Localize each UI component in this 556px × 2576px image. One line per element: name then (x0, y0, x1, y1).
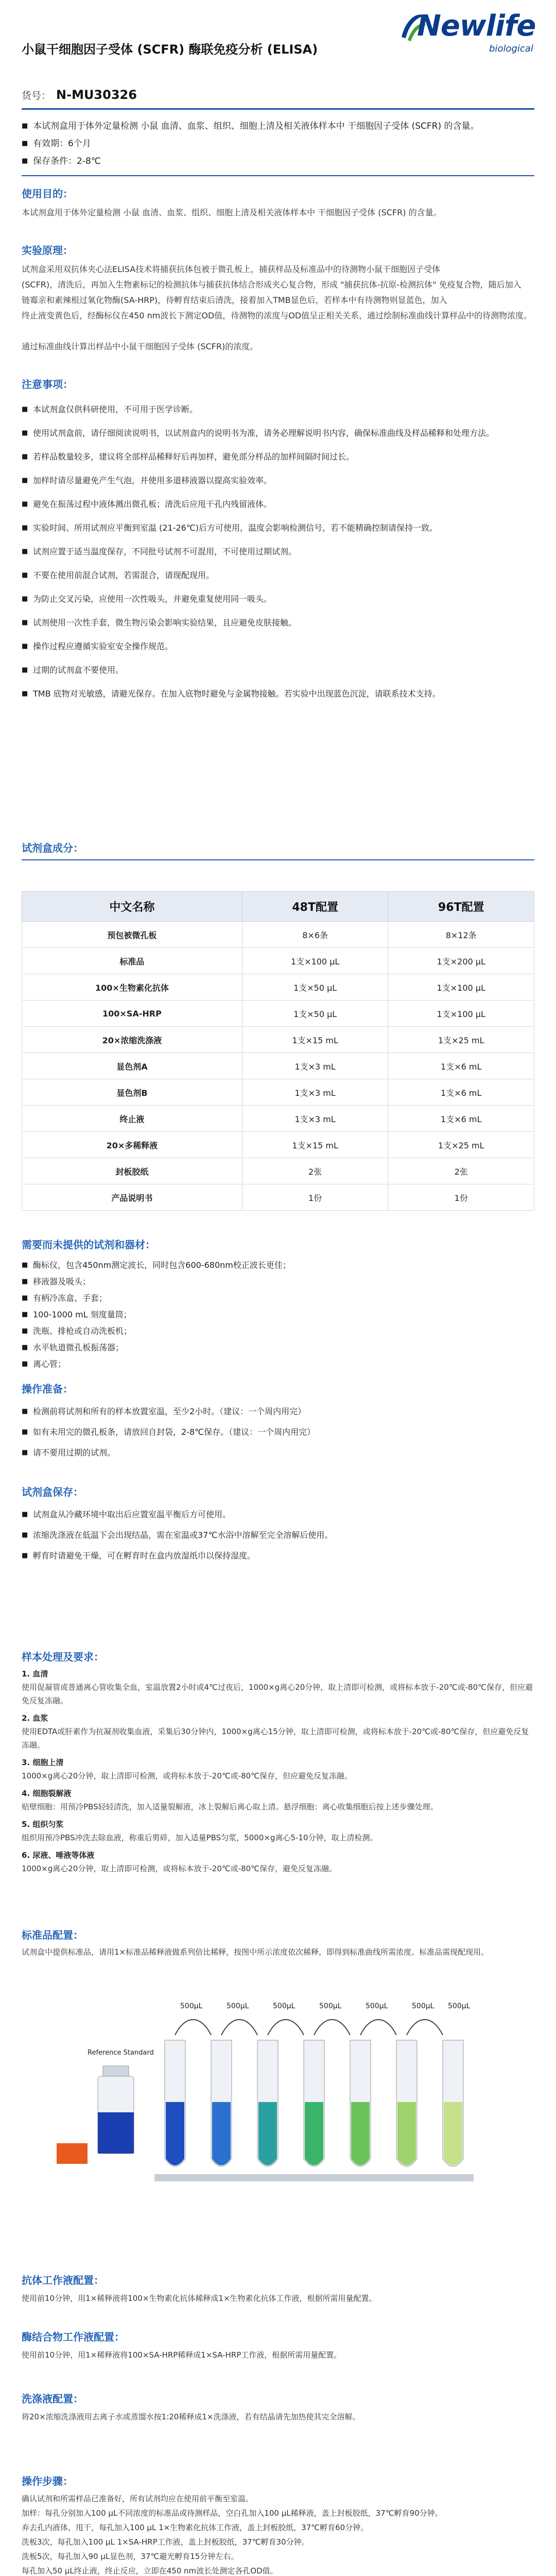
principle-line: 试剂盒采用双抗体夹心法ELISA技术将捕获抗体包被于微孔板上，捕获样品及标准品中的待测物小鼠干细胞因子受体 (22, 264, 441, 274)
kit-96t-cell: 1支×6 mL (388, 1079, 534, 1106)
kit-name-cell: 标准品 (22, 948, 242, 974)
catalog-value: N-MU30326 (56, 88, 137, 102)
kit-table-header-row (22, 892, 534, 922)
antibody-heading: 抗体工作液配置： (22, 2274, 104, 2286)
storage-item: ■ 试剂盒从冷藏环境中取出后应置室温平衡后方可使用。 (22, 1504, 534, 1525)
note-item: ■ 试剂应置于适当温度保存，不同批号试剂不可混用，不可使用过期试剂。 (22, 540, 534, 564)
sample-label: 2. 血浆 (22, 1714, 48, 1723)
kit-name-cell: 100×SA-HRP (22, 1001, 242, 1027)
table-row (22, 1053, 534, 1079)
note-item: ■ 操作过程应遵循实验室安全操作规范。 (22, 635, 534, 658)
kit-48t-cell: 1支×100 μL (242, 948, 388, 974)
sample-text: 使用EDTA或肝素作为抗凝剂收集血液，采集后30分钟内，1000×g离心15分钟，取上清即可检测，或将标本放于-20℃或-80℃保存，但应避免反复冻融。 (22, 1727, 529, 1750)
intro-bullets (22, 117, 534, 170)
table-row (22, 1158, 534, 1184)
kit-divider (22, 859, 534, 860)
tube-rack (154, 2174, 474, 2181)
kit-48t-cell: 1支×3 mL (242, 1106, 388, 1132)
table-row (22, 1184, 534, 1211)
table-row (22, 1001, 534, 1027)
note-item: ■ 避免在振荡过程中液体溅出微孔板；清洗后应甩干孔内残留液体。 (22, 493, 534, 516)
sample-text: 组织用预冷PBS冲洗去除血液，称重后剪碎，加入适量PBS匀浆，5000×g离心5-10分钟，取上清检测。 (22, 1833, 378, 1842)
self-supply-heading: 需要而未提供的试剂和器材： (22, 1239, 155, 1251)
reference-standard-bottle (88, 2049, 154, 2154)
catalog-label: 货号： (22, 90, 51, 101)
intro-divider (22, 175, 534, 176)
note-item: ■ 不要在使用前混合试剂，若需混合，请现配现用。 (22, 564, 534, 587)
supply-item: ■ 100-1000 mL 刻度量筒； (22, 1307, 534, 1323)
supply-item: ■ 水平轨道微孔板振荡器； (22, 1340, 534, 1356)
volume-label: 500μL (180, 2002, 203, 2010)
principle-heading: 实验原理： (22, 244, 73, 257)
hrp-text: 使用前10分钟，用1×稀释液将100×SA-HRP稀释成1×SA-HRP工作液，根据所需用量配置。 (22, 2350, 342, 2360)
principle-line: (SCFR)，清洗后，再加入生物素标记的检测抗体与捕获抗体结合形成夹心复合物，形成 "捕获抗体-抗原-检测抗体" 免疫复合物，随后加入 (22, 280, 522, 290)
intro-bullet: ■ 有效期：6个月 (22, 135, 534, 152)
tube (165, 2040, 185, 2166)
note-item: ■ 试剂使用一次性手套，微生物污染会影响实验结果，且应避免皮肤接触。 (22, 611, 534, 635)
kit-96t-cell: 1支×25 mL (388, 1027, 534, 1053)
procedure-step: 洗板3次，每孔加入100 μL 1×SA-HRP工作液，盖上封板胶纸，37℃孵育30分钟。 (22, 2537, 309, 2547)
standard-dilution-illustration (57, 1989, 520, 2231)
volume-label: 500μL (273, 2002, 296, 2010)
storage-list (22, 1504, 534, 1566)
note-item: ■ 为防止交叉污染，应使用一次性吸头，并避免重复使用同一吸头。 (22, 587, 534, 611)
note-item: ■ 若样品数量较多，建议将全部样品稀释好后再加样，避免部分样品的加样间隔时间过长。 (22, 445, 534, 469)
kit-col-96t: 96T配置 (388, 892, 534, 922)
usage-text: 本试剂盒用于体外定量检测 小鼠 血清、血浆、组织、细胞上清及相关液体样本中 干细胞因子受体 (SCFR) 的含量。 (22, 208, 442, 217)
procedure-step: 洗板5次，每孔加入90 μL显色剂，37℃避光孵育15分钟左右。 (22, 2552, 239, 2561)
procedure-step: 确认试剂和所需样品已准备好，所有试剂均应在使用前平衡至室温。 (22, 2494, 254, 2503)
table-row (22, 922, 534, 948)
sample-blocks (22, 1667, 534, 1875)
kit-col-name: 中文名称 (22, 892, 242, 922)
catalog-number (22, 88, 137, 102)
storage-item: ■ 孵育时请避免干燥，可在孵育时在盒内放湿纸巾以保持湿度。 (22, 1546, 534, 1566)
note-item: ■ TMB 底物对光敏感，请避光保存。在加入底物时避免与金属物接触。若实验中出现蓝色沉淀，请联系技术支持。 (22, 682, 534, 706)
logo-sub-text: biological (489, 43, 533, 54)
kit-name-cell: 显色剂A (22, 1053, 242, 1079)
supply-item: ■ 有柄冷冻盒、手套； (22, 1290, 534, 1307)
note-item: ■ 实验时间、所用试剂应平衡到室温 (21-26℃)后方可使用，温度会影响检测信号，若不能精确控制请保持一致。 (22, 516, 534, 540)
procedure-step: 每孔加入50 μL终止液，终止反应，立即在450 nm波长处测定各孔OD值。 (22, 2566, 278, 2575)
volume-label: 500μL (227, 2002, 249, 2010)
principle-line: 终止液变黄色后，经酶标仪在450 nm波长下测定OD值，待测物的浓度与OD值呈正相关关系，通过绘制标准曲线计算样品中的待测物浓度。 (22, 311, 532, 320)
kit-48t-cell: 8×6条 (242, 922, 388, 948)
standard-heading: 标准品配置： (22, 1929, 83, 1941)
procedure-steps (22, 2492, 534, 2576)
kit-96t-cell: 1支×100 μL (388, 974, 534, 1001)
storage-heading: 试剂盒保存： (22, 1486, 83, 1498)
kit-name-cell: 终止液 (22, 1106, 242, 1132)
header (0, 0, 556, 124)
kit-48t-cell: 2张 (242, 1158, 388, 1184)
tube (443, 2040, 463, 2166)
diluent-block (57, 2143, 88, 2164)
note-item: ■ 加样时请尽量避免产生气泡，并使用多道移液器以提高实验效率。 (22, 469, 534, 493)
tube (211, 2040, 232, 2166)
sample-label: 5. 组织匀浆 (22, 1820, 64, 1829)
volume-label: 500μL (319, 2002, 342, 2010)
supply-item: ■ 离心管； (22, 1356, 534, 1372)
kit-48t-cell: 1支×50 μL (242, 1001, 388, 1027)
header-divider (22, 108, 534, 110)
kit-48t-cell: 1支×3 mL (242, 1079, 388, 1106)
note-item: ■ 本试剂盒仅供科研使用，不可用于医学诊断。 (22, 398, 534, 421)
transfer-arrows (175, 2020, 443, 2035)
storage-item: ■ 浓缩洗涤液在低温下会出现结晶，需在室温或37℃水浴中溶解至完全溶解后使用。 (22, 1525, 534, 1546)
intro-bullet: ■ 保存条件：2-8℃ (22, 152, 534, 170)
kit-96t-cell: 1支×100 μL (388, 1001, 534, 1027)
antibody-text: 使用前10分钟，用1×稀释液将100×生物素化抗体稀释成1×生物素化抗体工作液，根据所需用量配置。 (22, 2294, 377, 2303)
kit-name-cell: 预包被微孔板 (22, 922, 242, 948)
hrp-heading: 酶结合物工作液配置： (22, 2331, 125, 2343)
principle-text (22, 262, 534, 354)
tube (350, 2040, 371, 2166)
kit-96t-cell: 2张 (388, 1158, 534, 1184)
kit-name-cell: 20×多稀释液 (22, 1132, 242, 1158)
notes-list (22, 398, 534, 706)
kit-heading: 试剂盒成分： (22, 842, 83, 854)
sample-text: 1000×g离心20分钟，取上清即可检测，或将标本放于-20℃或-80℃保存，避免反复冻融。 (22, 1864, 337, 1873)
procedure-heading: 操作步骤： (22, 2475, 73, 2487)
note-item: ■ 过期的试剂盒不要使用。 (22, 658, 534, 682)
volume-label: 500μL (412, 2002, 435, 2010)
kit-96t-cell: 1份 (388, 1184, 534, 1211)
kit-96t-cell: 1支×25 mL (388, 1132, 534, 1158)
dilution-tubes (165, 2040, 463, 2166)
kit-name-cell: 显色剂B (22, 1079, 242, 1106)
wash-text: 将20×浓缩洗涤液用去离子水或蒸馏水按1:20稀释成1×洗涤液，若有结晶请先加热使其完全溶解。 (22, 2412, 360, 2421)
principle-line: 链霉亲和素辣根过氧化物酶(SA-HRP)，待孵育结束后清洗，接着加入TMB显色后，若样本中有待测物则显蓝色，加入 (22, 295, 447, 305)
prep-item: ■ 请不要用过期的试剂。 (22, 1443, 534, 1463)
reference-standard-label: Reference Standard (88, 2049, 154, 2057)
kit-96t-cell: 1支×6 mL (388, 1053, 534, 1079)
sample-label: 3. 细胞上清 (22, 1758, 64, 1767)
principle-line: 通过标准曲线计算出样品中小鼠干细胞因子受体 (SCFR)的浓度。 (22, 342, 258, 351)
table-row (22, 1106, 534, 1132)
sample-heading: 样本处理及要求： (22, 1651, 104, 1663)
procedure-step: 加样：每孔分别加入100 μL不同浓度的标准品或待测样品，空白孔加入100 μL稀释液，盖上封板胶纸，37℃孵育90分钟。 (22, 2509, 443, 2518)
prep-heading: 操作准备： (22, 1383, 73, 1395)
kit-48t-cell: 1支×50 μL (242, 974, 388, 1001)
prep-list (22, 1401, 534, 1463)
sample-text: 使用促凝管或普通离心管收集全血，室温放置2小时或4℃过夜后，1000×g离心20分钟，取上清即可检测，或将标本放于-20℃或-80℃保存，但应避免反复冻融。 (22, 1683, 533, 1705)
kit-components-table (22, 891, 534, 1211)
kit-48t-cell: 1支×3 mL (242, 1053, 388, 1079)
sample-text: 贴壁细胞：用预冷PBS轻轻清洗，加入适量裂解液，冰上裂解后离心取上清。悬浮细胞：离心收集细胞后按上述步骤处理。 (22, 1802, 438, 1811)
self-supply-list (22, 1257, 534, 1372)
table-row (22, 1027, 534, 1053)
page-title: 小鼠干细胞因子受体 (SCFR) 酶联免疫分析 (ELISA) (22, 42, 318, 57)
standard-text: 试剂盒中提供标准品，请用1×标准品稀释液做系列倍比稀释，按图中所示浓度依次稀释，即得到标准曲线所需浓度。标准品需现配现用。 (22, 1947, 489, 1957)
kit-96t-cell: 8×12条 (388, 922, 534, 948)
volume-labels (180, 2002, 471, 2010)
tube (396, 2040, 417, 2166)
sample-label: 1. 血清 (22, 1669, 48, 1679)
table-row (22, 974, 534, 1001)
volume-label: 500μL (366, 2002, 388, 2010)
volume-label: 500μL (448, 2002, 471, 2010)
kit-name-cell: 产品说明书 (22, 1184, 242, 1211)
kit-48t-cell: 1支×15 mL (242, 1132, 388, 1158)
wash-heading: 洗涤液配置： (22, 2393, 83, 2405)
sample-label: 4. 细胞裂解液 (22, 1789, 72, 1798)
note-item: ■ 使用试剂盒前，请仔细阅读说明书，以试剂盒内的说明书为准，请务必理解说明书内容，确保标准曲线及样品稀释和处理方法。 (22, 421, 534, 445)
sample-text: 1000×g离心20分钟，取上清即可检测，或将标本放于-20℃或-80℃保存，但应避免反复冻融。 (22, 1771, 353, 1781)
principle-line (22, 324, 534, 339)
kit-col-48t: 48T配置 (242, 892, 388, 922)
prep-item: ■ 检测前将试剂和所有的样本放置室温，至少2小时。（建议：一个周内用完） (22, 1401, 534, 1422)
brand-logo (396, 6, 535, 68)
logo-brand-text: Newlife (417, 9, 536, 43)
sample-label: 6. 尿液、唾液等体液 (22, 1851, 95, 1860)
table-row (22, 1079, 534, 1106)
notes-heading: 注意事项： (22, 378, 73, 391)
kit-name-cell: 100×生物素化抗体 (22, 974, 242, 1001)
kit-name-cell: 封板胶纸 (22, 1158, 242, 1184)
usage-heading: 使用目的： (22, 188, 73, 200)
procedure-step: 弃去孔内液体，甩干，每孔加入100 μL 1×生物素化抗体工作液，盖上封板胶纸，37℃孵育60分钟。 (22, 2523, 369, 2532)
supply-item: ■ 酶标仪，包含450nm测定波长，同时包含600-680nm校正波长更佳； (22, 1257, 534, 1274)
prep-item: ■ 如有未用完的微孔板条，请放回自封袋，2-8℃保存。（建议：一个周内用完） (22, 1422, 534, 1443)
kit-48t-cell: 1份 (242, 1184, 388, 1211)
supply-item: ■ 洗瓶、排枪或自动洗板机； (22, 1323, 534, 1340)
tube (257, 2040, 278, 2166)
intro-bullet: ■ 本试剂盒用于体外定量检测 小鼠 血清、血浆、组织、细胞上清及相关液体样本中 干细胞因子受体 (SCFR) 的含量。 (22, 117, 534, 135)
supply-item: ■ 移液器及吸头； (22, 1274, 534, 1290)
kit-48t-cell: 1支×15 mL (242, 1027, 388, 1053)
tube (304, 2040, 324, 2166)
table-row (22, 948, 534, 974)
kit-name-cell: 20×浓缩洗涤液 (22, 1027, 242, 1053)
kit-96t-cell: 1支×6 mL (388, 1106, 534, 1132)
table-row (22, 1132, 534, 1158)
kit-96t-cell: 1支×200 μL (388, 948, 534, 974)
